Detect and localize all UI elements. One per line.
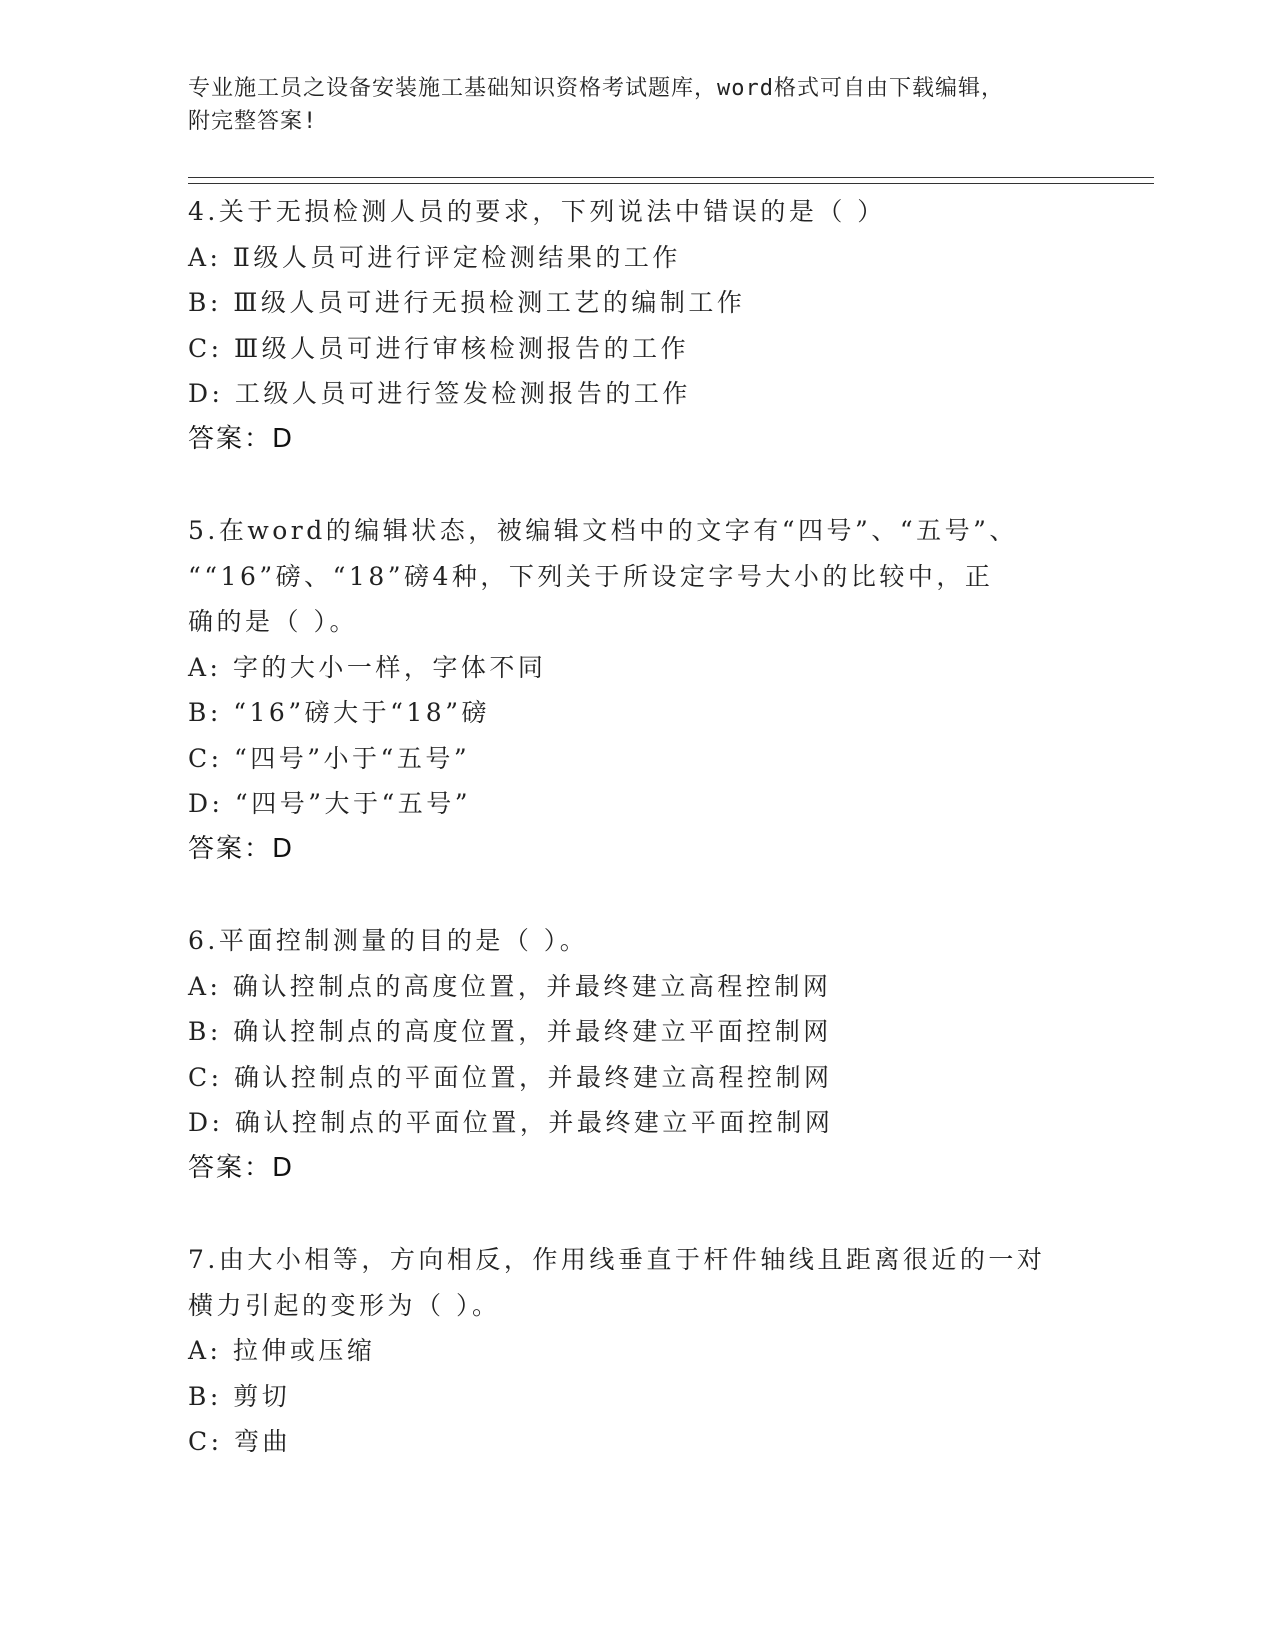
option-b: B: 剪切	[188, 1381, 291, 1411]
option-b: B: Ⅲ级人员可进行无损检测工艺的编制工作	[188, 288, 746, 317]
question-stem: 确的是（ ）。	[188, 607, 358, 636]
question-stem: 5.在word的编辑状态，被编辑文档中的文字有“四号”、“五号”、	[188, 516, 1018, 545]
question-stem: 7.由大小相等，方向相反，作用线垂直于杆件轴线且距离很近的一对	[188, 1245, 1046, 1274]
option-c: C: 确认控制点的平面位置，并最终建立高程控制网	[188, 1062, 833, 1092]
question-stem: 横力引起的变形为（ ）。	[188, 1290, 501, 1320]
question-stem: ““16”磅、“18”磅4种，下列关于所设定字号大小的比较中，正	[188, 561, 994, 591]
header-line-1: 专业施工员之设备安装施工基础知识资格考试题库，word格式可自由下载编辑，	[188, 76, 1004, 101]
option-a: A: 字的大小一样，字体不同	[188, 652, 547, 682]
option-c: C: “四号”小于“五号”	[188, 743, 471, 773]
question-4	[188, 189, 1088, 462]
option-d: D: 工级人员可进行签发检测报告的工作	[188, 379, 691, 408]
option-d: D: 确认控制点的平面位置，并最终建立平面控制网	[188, 1108, 834, 1137]
question-5	[188, 508, 1088, 872]
question-stem: 6.平面控制测量的目的是（ ）。	[188, 926, 589, 955]
option-d: D: “四号”大于“五号”	[188, 789, 472, 818]
header-divider-bottom	[188, 183, 1154, 184]
option-c: C: Ⅲ级人员可进行审核检测报告的工作	[188, 333, 690, 363]
document-header	[188, 72, 1068, 138]
header-divider-top	[188, 177, 1154, 178]
answer-line: 答案：D	[188, 423, 295, 454]
header-line-2: 附完整答案!	[188, 109, 318, 134]
question-list	[188, 189, 1088, 1511]
option-a: A: 确认控制点的高度位置，并最终建立高程控制网	[188, 971, 832, 1001]
option-a: A: 拉伸或压缩	[188, 1336, 376, 1365]
option-b: B: “16”磅大于“18”磅	[188, 698, 490, 727]
question-stem: 4.关于无损检测人员的要求，下列说法中错误的是（ ）	[188, 197, 886, 226]
option-a: A: Ⅱ级人员可进行评定检测结果的工作	[188, 242, 681, 272]
question-6	[188, 918, 1088, 1191]
question-7	[188, 1237, 1088, 1465]
option-c: C: 弯曲	[188, 1427, 291, 1456]
answer-line: 答案：D	[188, 833, 295, 864]
answer-line: 答案：D	[188, 1152, 295, 1183]
option-b: B: 确认控制点的高度位置，并最终建立平面控制网	[188, 1017, 832, 1046]
